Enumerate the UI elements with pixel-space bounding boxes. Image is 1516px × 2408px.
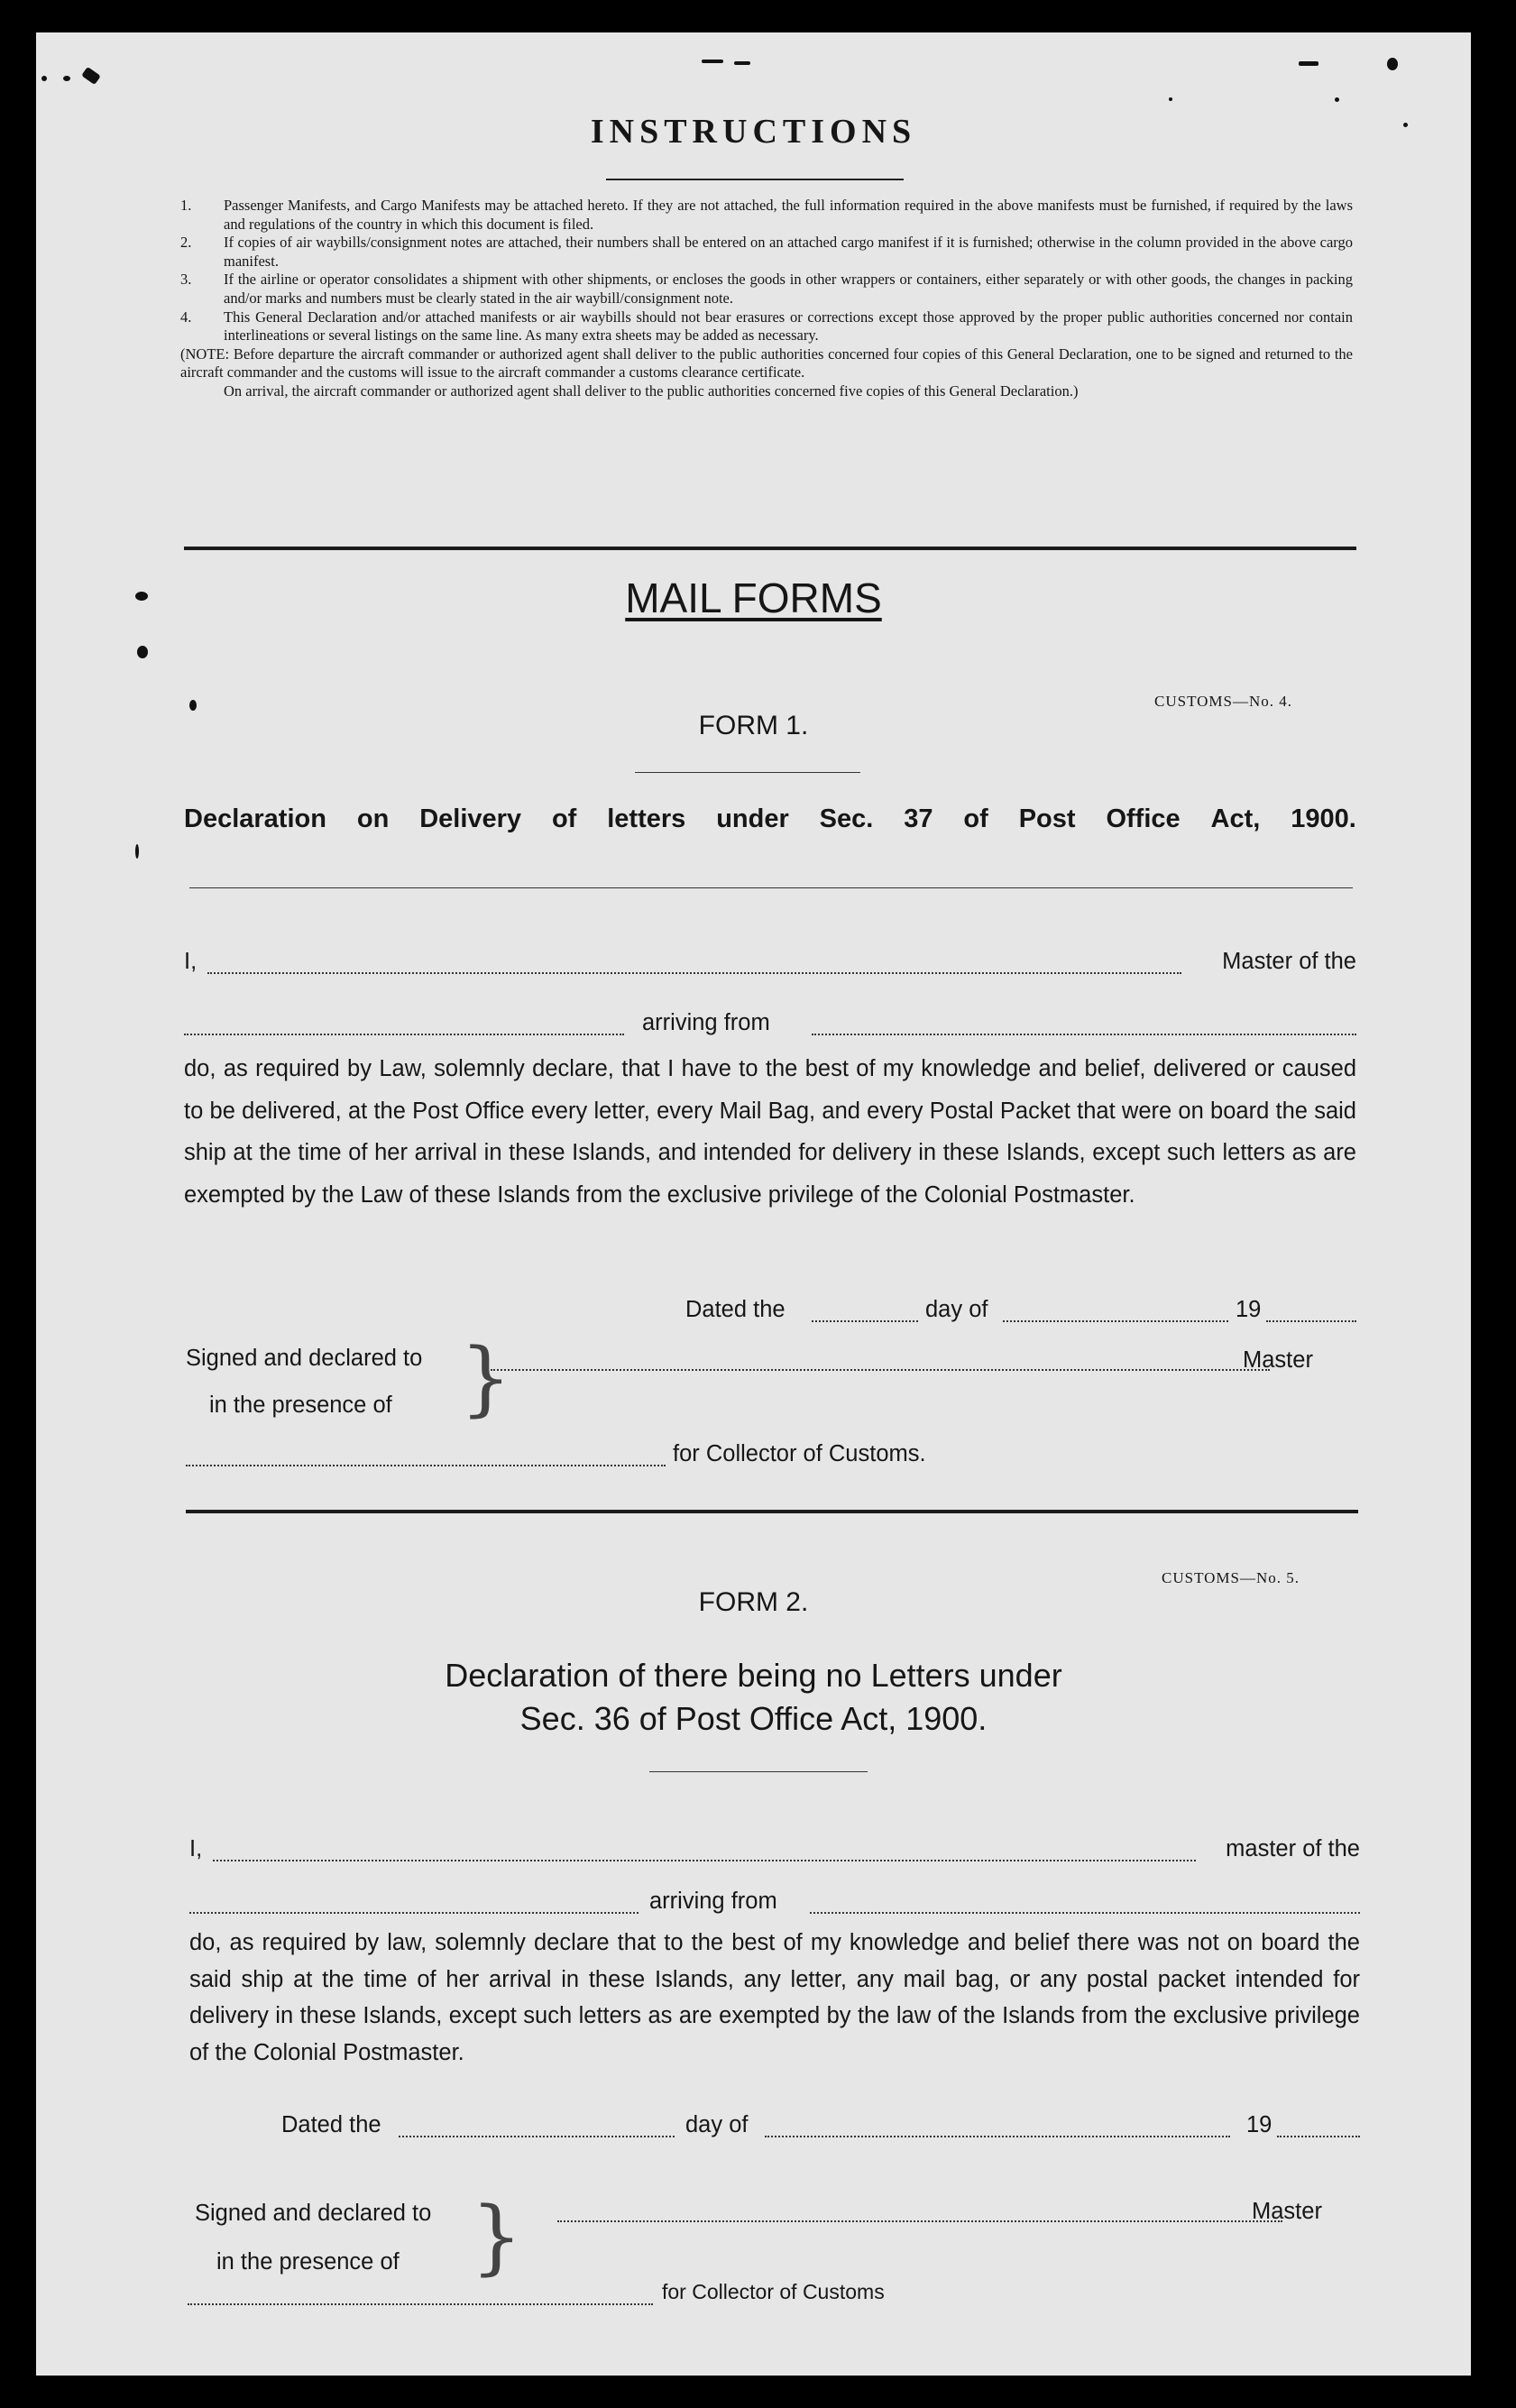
speck-mark (41, 76, 47, 81)
form2-collector-signature-field[interactable] (188, 2303, 653, 2305)
decl-word: Act, (1210, 804, 1261, 833)
form1-paragraph: do, as required by Law, solemnly declare, that I have to the best of my knowledge and belief, delivered or caused to be delivered, at the Post Office every letter, every Mail Bag, and every Postal Packet that were on board the said ship at the time of her arrival in these Islands, and intended for delivery in these Islands, except such letters as are exempted by the Law of these Islands from the exclusive privilege of the Colonial Postmaster. (184, 1056, 1356, 1208)
speck-mark (1299, 61, 1318, 66)
form1-month-field[interactable] (1003, 1320, 1228, 1322)
form2-declaration-heading-1: Declaration of there being no Letters under (445, 1657, 1062, 1694)
decl-word: letters (607, 804, 686, 833)
form2-signed-label-2: in the presence of (216, 2249, 400, 2275)
form1-master-signature-field[interactable] (491, 1369, 1270, 1371)
form2-day-of-label: day of (685, 2112, 749, 2137)
speck-mark (63, 76, 70, 81)
decl-word: on (356, 804, 390, 833)
form1-date-day-field[interactable] (812, 1320, 918, 1322)
form1-year-prefix: 19 (1236, 1297, 1262, 1322)
speck-mark (189, 700, 197, 711)
decl-word: Sec. (819, 804, 874, 833)
form2-customs-number: CUSTOMS—No. 5. (1162, 1569, 1300, 1586)
form2-collector-label: for Collector of Customs (662, 2280, 885, 2303)
form1-collector-signature-field[interactable] (186, 1465, 666, 1466)
form2-paragraph: do, as required by law, solemnly declare that to the best of my knowledge and belief there was not on board the said ship at the time of her arrival in these Islands, any letter, any mail bag, or any postal packet intended for delivery in these Islands, except such letters as are exempted by the law of the Islands from the exclusive privilege of the Colonial Postmaster. (189, 1930, 1360, 2065)
title-underline (606, 179, 904, 180)
speck-mark (137, 646, 148, 658)
form-divider (186, 1510, 1358, 1513)
form2-year-field[interactable] (1277, 2136, 1360, 2137)
form2-i-label: I, (189, 1836, 203, 1861)
speck-mark (81, 67, 101, 85)
form1-title: FORM 1. (698, 711, 809, 740)
speck-mark (1169, 97, 1172, 101)
form2-master-line (189, 1836, 1360, 1869)
form1-day-of-label: day of (925, 1297, 988, 1322)
form1-master-name-field[interactable] (207, 972, 1181, 974)
form1-signed-label-1: Signed and declared to (186, 1346, 423, 1371)
form1-master-of-label: Master of the (1222, 949, 1356, 974)
form2-master-signature-field[interactable] (557, 2220, 1282, 2222)
form2-master-of-label: master of the (1226, 1836, 1360, 1861)
section-divider (184, 547, 1356, 550)
decl-word: of (551, 804, 577, 833)
instruction-text: If copies of air waybills/consignment notes are attached, their numbers shall be entered on an attached cargo manifest if it is furnished; otherwise in the column provided in the above cargo manifest. (224, 234, 1353, 270)
speck-mark (1335, 97, 1339, 102)
form2-year-prefix: 19 (1246, 2112, 1273, 2137)
mail-forms-title: MAIL FORMS (625, 574, 882, 621)
form2-date-day-field[interactable] (399, 2136, 675, 2137)
form2-master-name-field[interactable] (213, 1860, 1196, 1861)
decl-word: under (716, 804, 789, 833)
instruction-item (180, 308, 1353, 345)
instructions-note-arrival: On arrival, the aircraft commander or authorized agent shall deliver to the public authorities concerned five copies of this General Declaration.) (224, 381, 1079, 400)
speck-mark (702, 60, 723, 63)
form2-arriving-from-field[interactable] (810, 1912, 1360, 1914)
form2-dated-label: Dated the (281, 2112, 381, 2137)
instruction-number: 2. (180, 234, 192, 252)
form1-brace-icon: } (460, 1331, 512, 1426)
form2-heading-rule (649, 1771, 868, 1772)
form2-title: FORM 2. (698, 1587, 809, 1617)
form2-month-field[interactable] (765, 2136, 1230, 2137)
decl-word: Delivery (419, 804, 522, 833)
document-page (36, 32, 1471, 2376)
form1-dated-line (685, 1297, 1356, 1329)
form1-master-line (184, 949, 1356, 981)
form2-dated-line (281, 2112, 1360, 2145)
form2-arriving-label: arriving from (649, 1889, 777, 1914)
form2-brace-icon: } (471, 2190, 523, 2284)
form2-ship-name-field[interactable] (189, 1912, 639, 1914)
instructions-title: INSTRUCTIONS (590, 113, 917, 151)
instruction-text: This General Declaration and/or attached manifests or air waybills should not bear erasures or corrections except those approved by the proper public authorities concerned nor contain interlineations or several listings on the same line. As many extra sheets may be added as necessary. (224, 308, 1353, 345)
form2-arriving-line (189, 1889, 1360, 1921)
form1-ship-name-field[interactable] (184, 1034, 624, 1035)
form1-arriving-label: arriving from (642, 1010, 770, 1035)
form1-customs-number: CUSTOMS—No. 4. (1154, 693, 1293, 710)
decl-word: 1900. (1291, 804, 1356, 833)
speck-mark (734, 61, 750, 65)
speck-mark (135, 844, 139, 859)
instruction-number: 4. (180, 308, 192, 326)
form1-arriving-line (184, 1010, 1356, 1043)
form2-signed-label-1: Signed and declared to (195, 2201, 432, 2226)
speck-mark (1387, 58, 1398, 70)
instruction-text: Passenger Manifests, and Cargo Manifests may be attached hereto. If they are not attached, the full information required in the above manifests must be furnished, if required by the laws and regulations of the country in which this document is filed. (224, 197, 1353, 233)
decl-word: Declaration (184, 804, 326, 833)
form1-arriving-from-field[interactable] (812, 1034, 1356, 1035)
instructions-note: (NOTE: Before departure the aircraft commander or authorized agent shall deliver to the public authorities concerned four copies of this General Declaration, one to be signed and returned to the aircraft commander and the customs will issue to the aircraft commander a customs clearance certificate. (180, 345, 1353, 381)
decl-word: 37 (904, 804, 933, 833)
form2-master-label: Master (1252, 2199, 1322, 2224)
instruction-number: 1. (180, 197, 192, 214)
form1-master-label: Master (1243, 1347, 1313, 1373)
instruction-item (180, 197, 1353, 234)
form1-year-field[interactable] (1266, 1320, 1356, 1322)
decl-word: of (963, 804, 988, 833)
form2-declaration-heading-2: Sec. 36 of Post Office Act, 1900. (519, 1700, 988, 1737)
instructions-list (180, 197, 1353, 401)
form1-i-label: I, (184, 949, 198, 974)
instruction-item (180, 271, 1353, 308)
form1-dated-label: Dated the (685, 1297, 786, 1322)
form1-signed-label-2: in the presence of (209, 1392, 392, 1418)
form1-heading-rule (189, 887, 1353, 888)
decl-word: Office (1106, 804, 1181, 833)
form1-declaration-heading (184, 804, 1356, 834)
instruction-text: If the airline or operator consolidates a shipment with other shipments, or encloses the goods in other wrappers or containers, either separately or with other goods, the changes in packing and/or marks and numbers must be clearly stated in the air waybill/consignment note. (224, 271, 1353, 307)
decl-word: Post (1018, 804, 1076, 833)
form1-collector-label: for Collector of Customs. (673, 1441, 926, 1466)
instruction-number: 3. (180, 271, 192, 289)
form1-title-rule (635, 772, 860, 773)
instruction-item (180, 234, 1353, 271)
